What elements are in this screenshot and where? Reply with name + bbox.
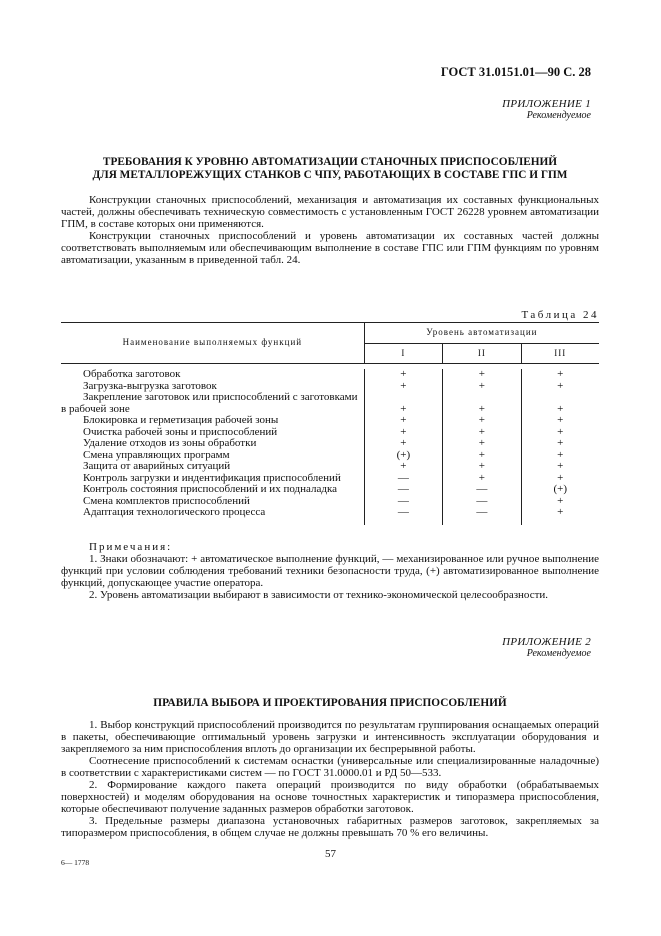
level-value: + bbox=[521, 369, 599, 381]
level-header: III bbox=[521, 344, 599, 364]
paragraph: Конструкции станочных приспособлений, механизация и автоматизация их составных функциональных частей, должны обеспечивать техническую совместимость с установленным ГОСТ 26228 уровнем автоматизации ГПМ, в составе которых они применяются. bbox=[61, 194, 599, 230]
appendix-label: ПРИЛОЖЕНИЕ 1 bbox=[502, 98, 591, 110]
level-value: — bbox=[364, 484, 442, 496]
level-value: + bbox=[521, 507, 599, 519]
level-value: + bbox=[443, 415, 521, 427]
level-value: + bbox=[364, 438, 442, 450]
level-value: + bbox=[521, 450, 599, 462]
document-header: ГОСТ 31.0151.01—90 С. 28 bbox=[440, 65, 591, 79]
function-cell bbox=[61, 438, 364, 450]
level-value: + bbox=[521, 381, 599, 393]
level-value: — bbox=[443, 496, 521, 508]
column-header-level: Уровень автоматизации bbox=[364, 323, 599, 344]
level-value: + bbox=[521, 427, 599, 439]
function-name: Блокировка и герметизация рабочей зоны bbox=[83, 414, 279, 426]
function-cell bbox=[61, 484, 364, 496]
level-value: + bbox=[443, 450, 521, 462]
level-value: + bbox=[443, 438, 521, 450]
level-header: I bbox=[364, 344, 442, 364]
function-name: Контроль загрузки и индентификация приспособлений bbox=[83, 471, 341, 484]
level-value: + bbox=[364, 369, 442, 381]
level-value: (+) bbox=[364, 450, 442, 462]
function-name: Закрепление заготовок или приспособлений с заготовками в рабочей зоне bbox=[61, 391, 358, 415]
paragraph: Соотнесение приспособлений к системам оснастки (универсальные или специализированные наладочные) в соответствии с характеристиками систем — по ГОСТ 31.0000.01 и РД 50—533. bbox=[61, 755, 599, 779]
level-value: + bbox=[443, 381, 521, 393]
level-value: + bbox=[521, 496, 599, 508]
title-line: ТРЕБОВАНИЯ К УРОВНЮ АВТОМАТИЗАЦИИ СТАНОЧНЫХ ПРИСПОСОБЛЕНИЙ bbox=[102, 156, 558, 168]
table-row bbox=[61, 461, 599, 473]
function-cell bbox=[61, 392, 364, 415]
note: 1. Знаки обозначают: + автоматическое выполнение функций, — механизированное или ручное выполнение функций при условии соблюдения требований техники безопасности труда, (+) автоматизированное выполнение функций, допускающее участие оператора. bbox=[61, 553, 599, 589]
function-name: Адаптация технологического процесса bbox=[83, 506, 266, 518]
table-row bbox=[61, 369, 599, 381]
level-header: II bbox=[443, 344, 521, 364]
page-number: 57 bbox=[325, 848, 336, 860]
paragraph: Конструкции станочных приспособлений и уровень автоматизации их составных частей должны соответствовать выполняемым или обеспечивающим выполнение в составе ГПС или ГПМ функциям по уровням автоматизации, указанным в приведенной табл. 24. bbox=[61, 230, 599, 266]
function-name: Загрузка-выгрузка заготовок bbox=[83, 379, 217, 392]
appendix-status: Рекомендуемое bbox=[526, 110, 591, 121]
function-cell bbox=[61, 507, 364, 519]
table-row bbox=[61, 438, 599, 450]
table-row bbox=[61, 484, 599, 496]
level-value: + bbox=[364, 381, 442, 393]
function-cell bbox=[61, 369, 364, 381]
level-value: + bbox=[364, 415, 442, 427]
function-name: Смена комплектов приспособлений bbox=[83, 494, 250, 507]
section-2-title: ПРАВИЛА ВЫБОРА И ПРОЕКТИРОВАНИЯ ПРИСПОСОБЛЕНИЙ bbox=[153, 697, 507, 709]
level-value: + bbox=[521, 438, 599, 450]
level-value: + bbox=[443, 369, 521, 381]
column-header-function: Наименование выполняемых функций bbox=[122, 337, 303, 348]
level-value: + bbox=[364, 392, 442, 415]
level-value: + bbox=[443, 392, 521, 415]
notes-heading: Примечания: bbox=[89, 541, 173, 553]
function-name: Защита от аварийных ситуаций bbox=[83, 460, 231, 472]
paragraph: 3. Предельные размеры диапазона установочных габаритных размеров заготовок, закрепляемых за типоразмером приспособления, в общем случае не должны превышать 70 % его величины. bbox=[61, 815, 599, 839]
level-value: + bbox=[443, 461, 521, 473]
appendix-status: Рекомендуемое bbox=[526, 648, 591, 659]
appendix-2-label bbox=[502, 636, 591, 660]
table-row bbox=[61, 507, 599, 519]
level-value: + bbox=[443, 427, 521, 439]
level-value: (+) bbox=[521, 484, 599, 496]
level-value: — bbox=[443, 507, 521, 519]
level-value: — bbox=[364, 507, 442, 519]
section-2-body bbox=[61, 719, 599, 839]
level-value: — bbox=[364, 496, 442, 508]
note: 2. Уровень автоматизации выбирают в зависимости от технико-экономической целесообразности. bbox=[89, 589, 549, 601]
appendix-label: ПРИЛОЖЕНИЕ 2 bbox=[502, 636, 591, 648]
function-cell bbox=[61, 415, 364, 427]
level-value: + bbox=[521, 415, 599, 427]
level-value: — bbox=[443, 484, 521, 496]
function-name: Обработка заготовок bbox=[83, 368, 181, 380]
level-value: + bbox=[364, 427, 442, 439]
function-name: Контроль состояния приспособлений и их подналадка bbox=[83, 483, 337, 495]
title-line: ДЛЯ МЕТАЛЛОРЕЖУЩИХ СТАНКОВ С ЧПУ, РАБОТАЮЩИХ В СОСТАВЕ ГПС И ГПМ bbox=[92, 168, 568, 181]
function-name: Удаление отходов из зоны обработки bbox=[83, 437, 257, 449]
paragraph: 2. Формирование каждого пакета операций производится по виду обработки (обрабатываемых поверхностей) и моделям оборудования на основе точностных характеристик и типоразмера приспособления, которые обеспечивают получение заданных размеров обработки заготовок. bbox=[61, 779, 599, 815]
level-value: — bbox=[364, 473, 442, 485]
function-name: Смена управляющих программ bbox=[83, 448, 230, 461]
paragraph: 1. Выбор конструкций приспособлений производится по результатам группирования оснащаемых операций в пакеты, обеспечивающие оптимальный уровень загрузки и интенсивность эксплуатации оборудования и закрепляемого за ним приспособления вплоть до организации их беспрерывной работы. bbox=[61, 719, 599, 755]
level-value: + bbox=[521, 461, 599, 473]
table-row bbox=[61, 415, 599, 427]
table-caption: Таблица 24 bbox=[521, 309, 599, 321]
level-value: + bbox=[364, 461, 442, 473]
function-cell bbox=[61, 461, 364, 473]
table-row bbox=[61, 392, 599, 415]
notes bbox=[61, 541, 599, 601]
level-value: + bbox=[521, 392, 599, 415]
section-1-title bbox=[60, 156, 600, 181]
section-1-body bbox=[61, 194, 599, 266]
appendix-1-label bbox=[502, 98, 591, 122]
print-mark: 6— 1778 bbox=[61, 858, 90, 867]
level-value: + bbox=[521, 473, 599, 485]
level-value: + bbox=[443, 473, 521, 485]
function-name: Очистка рабочей зоны и приспособлений bbox=[83, 425, 278, 438]
automation-levels-table bbox=[61, 322, 599, 525]
